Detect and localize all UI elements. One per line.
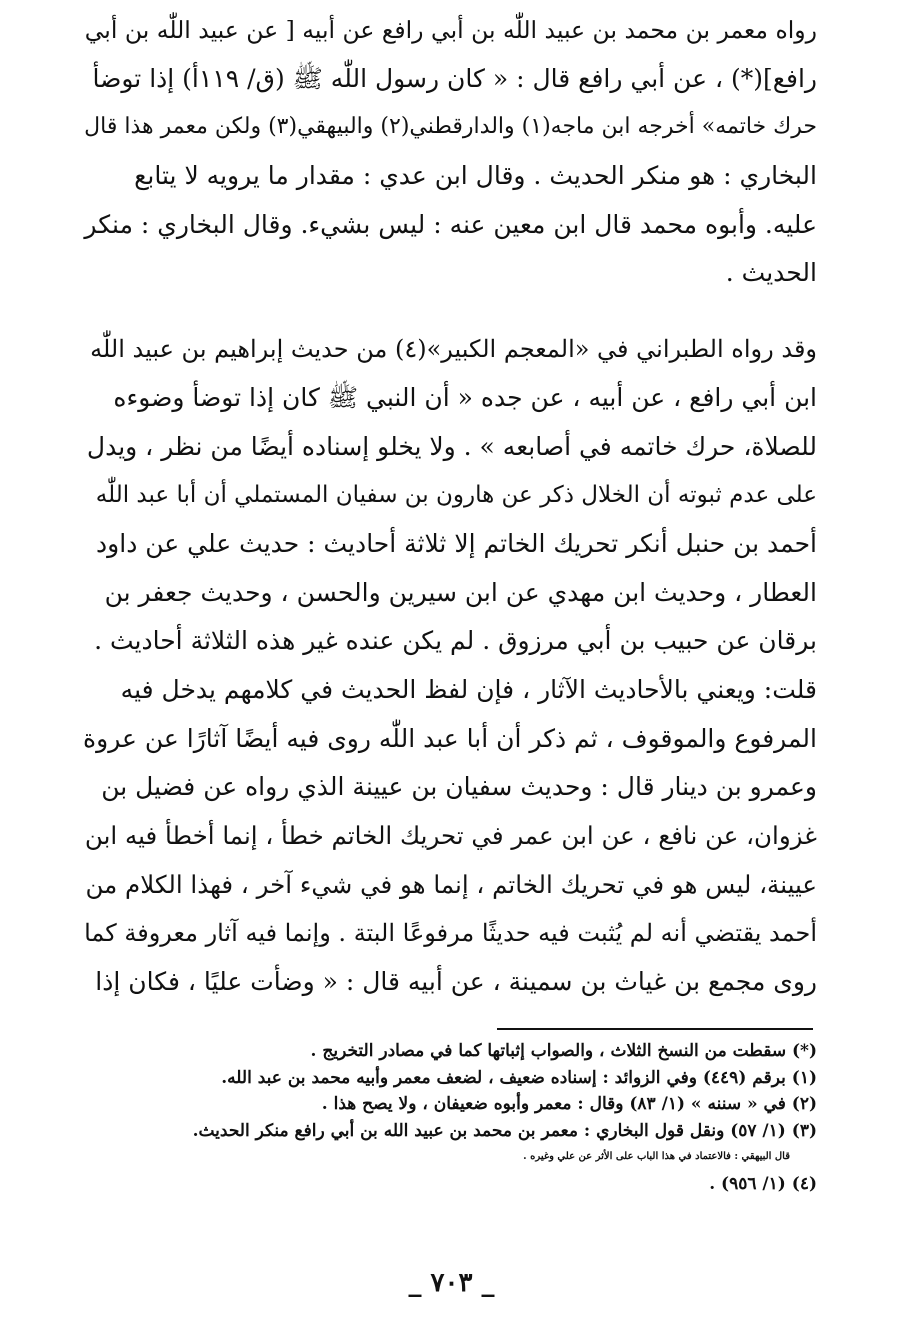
footnote: (٣) (١/ ٥٧) ونقل قول البخاري : معمر بن محمد بن عبيد الله بن أبي رافع منكر الحديث. <box>192 1120 817 1141</box>
text-line: للصلاة، حرك خاتمه في أصابعه » . ولا يخلو إسناده أيضًا من نظر ، ويدل <box>86 431 817 461</box>
text-line: قلت: ويعني بالأحاديث الآثار ، فإن لفظ الحديث في كلامهم يدخل فيه <box>120 674 817 704</box>
text-line: العطار ، وحديث ابن مهدي عن ابن سيرين والحسن ، وحديث جعفر بن <box>104 577 817 607</box>
footnote: (٤) (١/ ٩٥٦) . <box>709 1173 817 1194</box>
footnote-separator <box>497 1028 813 1030</box>
text-line: وقد رواه الطبراني في «المعجم الكبير»(٤) من حديث إبراهيم بن عبيد اللّٰه <box>90 335 817 364</box>
text-line: الحديث . <box>725 258 817 288</box>
text-line: وعمرو بن دينار قال : وحديث سفيان بن عيينة الذي رواه عن فضيل بن <box>101 772 817 802</box>
text-line: رواه معمر بن محمد بن عبيد اللّٰه بن أبي رافع عن أبيه [ عن عبيد اللّٰه بن أبي <box>84 16 817 44</box>
footnote: (١) برقم (٤٤٩) وفي الزوائد : إسناده ضعيف ، لضعف معمر وأبيه محمد بن عبد الله. <box>221 1067 817 1088</box>
footnote: (*) سقطت من النسخ الثلاث ، والصواب إثباتها كما في مصادر التخريج . <box>310 1041 817 1061</box>
text-line: على عدم ثبوته أن الخلال ذكر عن هارون بن سفيان المستملي أن أبا عبد اللّٰه <box>95 482 817 509</box>
footnote-continuation: قال البيهقي : فالاعتماد في هذا الباب على الأثر عن علي وغيره . <box>523 1151 790 1162</box>
main-text <box>84 6 817 1007</box>
text-line: البخاري : هو منكر الحديث . وقال ابن عدي : مقدار ما يرويه لا يتابع <box>134 161 817 191</box>
text-line: روى مجمع بن غياث بن سمينة ، عن أبيه قال : « وضأت عليًا ، فكان إذا <box>95 967 817 997</box>
paragraph-gap <box>84 298 817 325</box>
text-line: رافع](*) ، عن أبي رافع قال : « كان رسول اللّٰه ﷺ (ق/ ١١٩أ) إذا توضأ <box>92 63 817 93</box>
text-line: غزوان، عن نافع ، عن ابن عمر في تحريك الخاتم خطأ ، إنما أخطأ فيه ابن <box>84 821 817 850</box>
text-line: أحمد يقتضي أنه لم يُثبت فيه حديثًا مرفوعًا البتة . وإنما فيه آثار معروفة كما <box>84 919 817 948</box>
text-line: عيينة، ليس هو في تحريك الخاتم ، إنما هو في شيء آخر ، فهذا الكلام من <box>85 869 817 899</box>
text-line: برقان عن حبيب بن أبي مرزوق . لم يكن عنده غير هذه الثلاثة أحاديث . <box>94 626 817 656</box>
text-line: عليه. وأبوه محمد قال ابن معين عنه : ليس بشيء. وقال البخاري : منكر <box>84 209 817 239</box>
footnotes <box>84 1038 817 1197</box>
text-line: المرفوع والموقوف ، ثم ذكر أن أبا عبد اللّٰه روى فيه أيضًا آثارًا عن عروة <box>83 723 817 753</box>
page-number: _ ٧٠٣ _ <box>408 1268 495 1298</box>
footnote: (٢) في « سننه » (١/ ٨٣) وقال : معمر وأبوه ضعيفان ، ولا يصح هذا . <box>321 1094 817 1114</box>
text-line: أحمد بن حنبل أنكر تحريك الخاتم إلا ثلاثة أحاديث : حديث علي عن داود <box>96 528 817 558</box>
text-line: ابن أبي رافع ، عن أبيه ، عن جده « أن النبي ﷺ كان إذا توضأ وضوءه <box>113 382 817 412</box>
text-line: حرك خاتمه» أخرجه ابن ماجه(١) والدارقطني(٢) والبيهقي(٣) ولكن معمر هذا قال <box>84 114 817 140</box>
